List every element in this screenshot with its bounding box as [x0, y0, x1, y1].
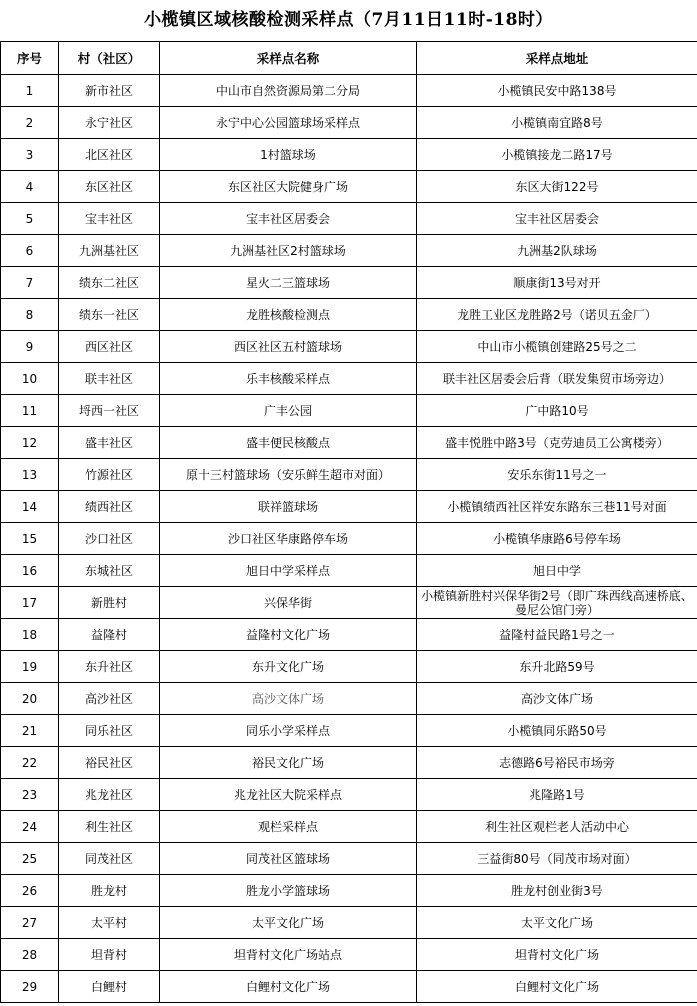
row-site-address: 小榄镇民安中路138号 — [417, 75, 697, 107]
table-row — [1, 331, 697, 363]
row-index: 5 — [1, 203, 59, 235]
row-site-name: 联祥篮球场 — [160, 491, 417, 523]
table-row — [1, 843, 697, 875]
document-title: 小榄镇区域核酸检测采样点（7月11日11时-18时） — [144, 10, 553, 30]
row-index: 1 — [1, 75, 59, 107]
row-site-address: 太平文化广场 — [417, 907, 697, 939]
table-body — [1, 75, 697, 1003]
row-index: 29 — [1, 971, 59, 1003]
row-index: 10 — [1, 363, 59, 395]
table-row — [1, 715, 697, 747]
row-village: 北区社区 — [59, 139, 160, 171]
row-index: 22 — [1, 747, 59, 779]
table-row — [1, 139, 697, 171]
table-row — [1, 395, 697, 427]
row-index: 8 — [1, 299, 59, 331]
header-index: 序号 — [1, 42, 59, 75]
row-index: 6 — [1, 235, 59, 267]
row-site-name: 1村篮球场 — [160, 139, 417, 171]
table-row — [1, 683, 697, 715]
row-index: 13 — [1, 459, 59, 491]
row-village: 高沙社区 — [59, 683, 160, 715]
row-site-name: 裕民文化广场 — [160, 747, 417, 779]
row-site-name: 太平文化广场 — [160, 907, 417, 939]
row-site-address: 坦背村文化广场 — [417, 939, 697, 971]
row-index: 15 — [1, 523, 59, 555]
row-index: 20 — [1, 683, 59, 715]
row-site-name: 观栏采样点 — [160, 811, 417, 843]
row-site-name: 兆龙社区大院采样点 — [160, 779, 417, 811]
row-site-address: 小榄镇接龙二路17号 — [417, 139, 697, 171]
row-index: 18 — [1, 619, 59, 651]
table-row — [1, 907, 697, 939]
row-site-name: 星火二三篮球场 — [160, 267, 417, 299]
row-site-address: 宝丰社区居委会 — [417, 203, 697, 235]
row-village: 同茂社区 — [59, 843, 160, 875]
row-village: 利生社区 — [59, 811, 160, 843]
row-village: 绩东一社区 — [59, 299, 160, 331]
row-site-address: 东区大街122号 — [417, 171, 697, 203]
row-village: 兆龙社区 — [59, 779, 160, 811]
row-site-address: 小榄镇南宜路8号 — [417, 107, 697, 139]
row-site-name: 盛丰便民核酸点 — [160, 427, 417, 459]
row-village: 太平村 — [59, 907, 160, 939]
row-site-name: 胜龙小学篮球场 — [160, 875, 417, 907]
row-village: 联丰社区 — [59, 363, 160, 395]
row-index: 25 — [1, 843, 59, 875]
row-index: 26 — [1, 875, 59, 907]
row-site-address: 安乐东街11号之一 — [417, 459, 697, 491]
row-village: 沙口社区 — [59, 523, 160, 555]
row-site-name: 宝丰社区居委会 — [160, 203, 417, 235]
row-site-address: 志德路6号裕民市场旁 — [417, 747, 697, 779]
table-row — [1, 363, 697, 395]
row-index: 11 — [1, 395, 59, 427]
table-row — [1, 523, 697, 555]
row-site-name: 同茂社区篮球场 — [160, 843, 417, 875]
table-row — [1, 619, 697, 651]
table-row — [1, 939, 697, 971]
row-index: 27 — [1, 907, 59, 939]
row-village: 西区社区 — [59, 331, 160, 363]
row-site-name: 九洲基社区2村篮球场 — [160, 235, 417, 267]
row-index: 23 — [1, 779, 59, 811]
row-site-address: 益隆村益民路1号之一 — [417, 619, 697, 651]
row-site-address: 小榄镇绩西社区祥安东路东三巷11号对面 — [417, 491, 697, 523]
row-village: 益隆村 — [59, 619, 160, 651]
row-village: 东区社区 — [59, 171, 160, 203]
row-index: 12 — [1, 427, 59, 459]
row-site-address: 顺康街13号对开 — [417, 267, 697, 299]
row-site-name: 永宁中心公园篮球场采样点 — [160, 107, 417, 139]
header-village: 村（社区） — [59, 42, 160, 75]
row-village: 绩东二社区 — [59, 267, 160, 299]
table-row — [1, 651, 697, 683]
row-site-address: 兆隆路1号 — [417, 779, 697, 811]
row-village: 同乐社区 — [59, 715, 160, 747]
row-index: 7 — [1, 267, 59, 299]
row-village: 绩西社区 — [59, 491, 160, 523]
row-site-name: 东升文化广场 — [160, 651, 417, 683]
row-index: 2 — [1, 107, 59, 139]
row-village: 坦背村 — [59, 939, 160, 971]
row-index: 16 — [1, 555, 59, 587]
row-index: 17 — [1, 587, 59, 619]
row-site-name: 中山市自然资源局第二分局 — [160, 75, 417, 107]
table-row — [1, 107, 697, 139]
row-village: 九洲基社区 — [59, 235, 160, 267]
table-row — [1, 971, 697, 1003]
row-site-name: 乐丰核酸采样点 — [160, 363, 417, 395]
row-index: 21 — [1, 715, 59, 747]
row-site-name: 同乐小学采样点 — [160, 715, 417, 747]
row-site-name: 东区社区大院健身广场 — [160, 171, 417, 203]
row-site-address: 旭日中学 — [417, 555, 697, 587]
table-row — [1, 267, 697, 299]
row-site-address: 东升北路59号 — [417, 651, 697, 683]
table-row — [1, 779, 697, 811]
row-site-name: 白鲤村文化广场 — [160, 971, 417, 1003]
table-header-row — [1, 42, 697, 75]
row-site-address: 高沙文体广场 — [417, 683, 697, 715]
row-site-name: 兴保华街 — [160, 587, 417, 619]
row-index: 4 — [1, 171, 59, 203]
row-site-name: 旭日中学采样点 — [160, 555, 417, 587]
table-row — [1, 459, 697, 491]
row-site-address: 小榄镇华康路6号停车场 — [417, 523, 697, 555]
row-index: 14 — [1, 491, 59, 523]
table-row — [1, 427, 697, 459]
table-row — [1, 747, 697, 779]
row-village: 裕民社区 — [59, 747, 160, 779]
row-village: 宝丰社区 — [59, 203, 160, 235]
table-row — [1, 171, 697, 203]
row-village: 竹源社区 — [59, 459, 160, 491]
row-site-address: 利生社区观栏老人活动中心 — [417, 811, 697, 843]
row-site-name: 益隆村文化广场 — [160, 619, 417, 651]
table-row — [1, 875, 697, 907]
row-site-address: 联丰社区居委会后背（联发集贸市场旁边） — [417, 363, 697, 395]
row-site-address: 广中路10号 — [417, 395, 697, 427]
row-site-address: 白鲤村文化广场 — [417, 971, 697, 1003]
row-site-name: 原十三村篮球场（安乐鲜生超市对面） — [160, 459, 417, 491]
table-row — [1, 555, 697, 587]
row-village: 东城社区 — [59, 555, 160, 587]
row-site-name: 西区社区五村篮球场 — [160, 331, 417, 363]
row-index: 9 — [1, 331, 59, 363]
row-village: 永宁社区 — [59, 107, 160, 139]
table-row — [1, 491, 697, 523]
row-index: 3 — [1, 139, 59, 171]
table-row — [1, 299, 697, 331]
row-site-name: 沙口社区华康路停车场 — [160, 523, 417, 555]
row-village: 新胜村 — [59, 587, 160, 619]
row-village: 东升社区 — [59, 651, 160, 683]
row-site-address: 小榄镇同乐路50号 — [417, 715, 697, 747]
row-index: 24 — [1, 811, 59, 843]
row-site-address: 小榄镇新胜村兴保华街2号（即广珠西线高速桥底、曼尼公馆门旁） — [417, 587, 697, 619]
row-site-address: 九洲基2队球场 — [417, 235, 697, 267]
row-site-name: 高沙文体广场 — [160, 683, 417, 715]
header-site-name: 采样点名称 — [160, 42, 417, 75]
row-village: 白鲤村 — [59, 971, 160, 1003]
row-index: 19 — [1, 651, 59, 683]
table-row — [1, 203, 697, 235]
table-row — [1, 235, 697, 267]
row-site-address: 盛丰悦胜中路3号（克劳迪员工公寓楼旁） — [417, 427, 697, 459]
row-village: 埒西一社区 — [59, 395, 160, 427]
row-site-address: 中山市小榄镇创建路25号之二 — [417, 331, 697, 363]
header-site-address: 采样点地址 — [417, 42, 697, 75]
row-site-address: 胜龙村创业街3号 — [417, 875, 697, 907]
table-row — [1, 587, 697, 619]
row-village: 新市社区 — [59, 75, 160, 107]
row-site-name: 龙胜核酸检测点 — [160, 299, 417, 331]
row-site-address: 三益街80号（同茂市场对面） — [417, 843, 697, 875]
row-village: 胜龙村 — [59, 875, 160, 907]
row-index: 28 — [1, 939, 59, 971]
table-row — [1, 811, 697, 843]
table-row — [1, 75, 697, 107]
row-site-name: 广丰公园 — [160, 395, 417, 427]
sampling-points-table — [0, 41, 697, 1003]
row-village: 盛丰社区 — [59, 427, 160, 459]
row-site-address: 龙胜工业区龙胜路2号（诺贝五金厂） — [417, 299, 697, 331]
row-site-name: 坦背村文化广场站点 — [160, 939, 417, 971]
